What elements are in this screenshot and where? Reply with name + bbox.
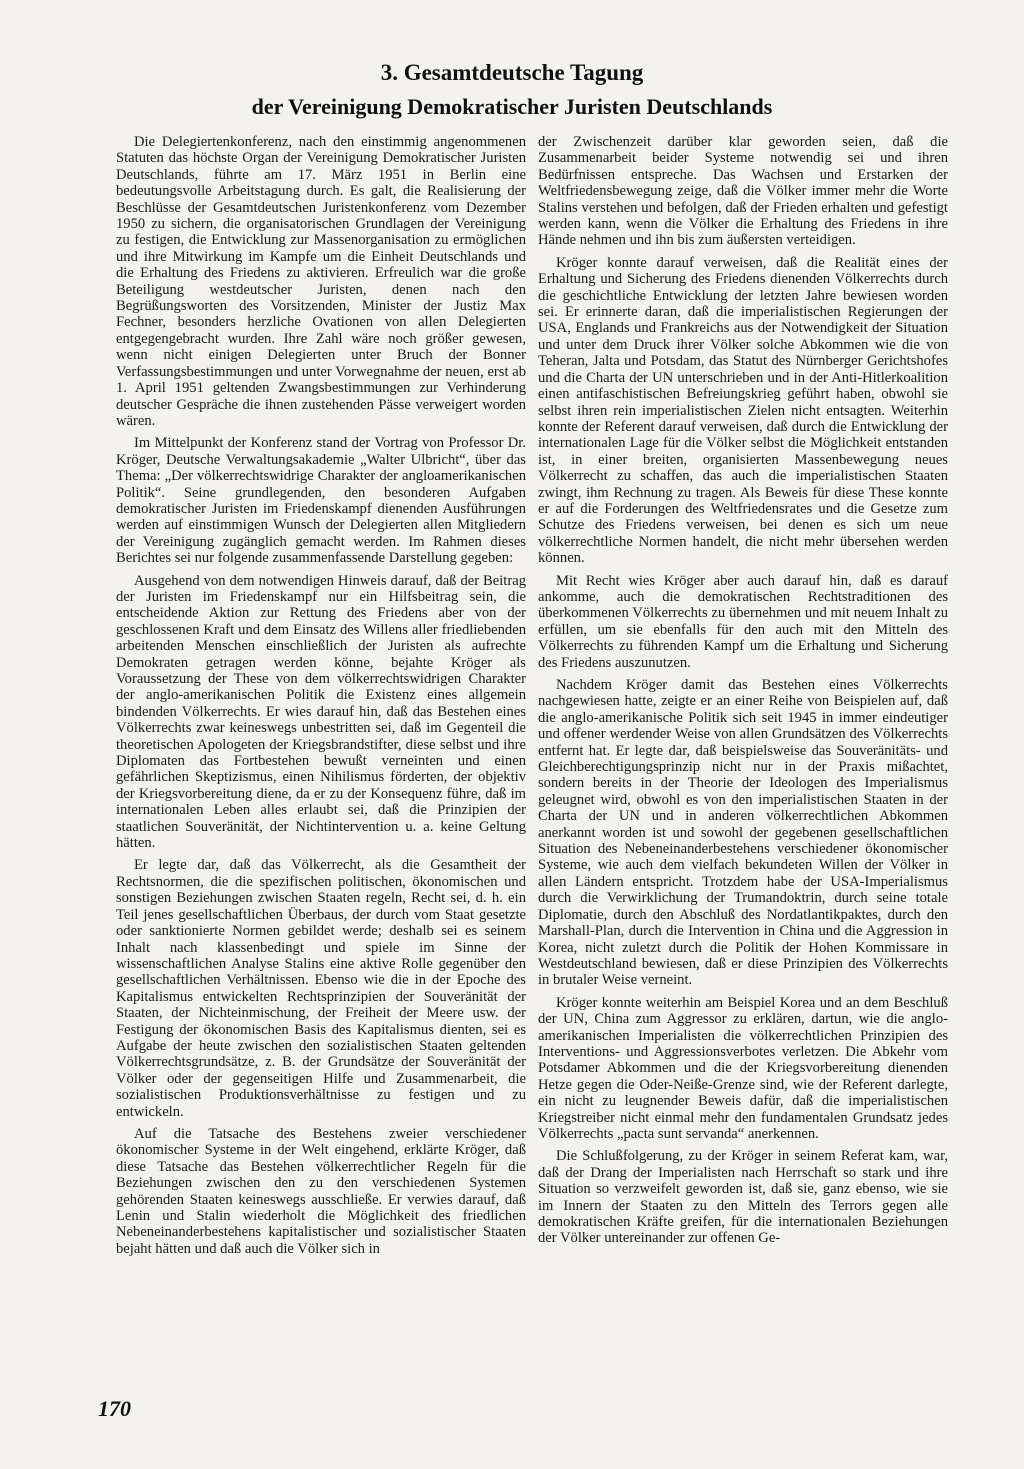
paragraph: Er legte dar, daß das Völkerrecht, als die Gesamtheit der Rechtsnormen, die die spezifischen politischen, ökonomischen und sonstigen Beziehungen zwischen Staaten regeln, Recht sei, d. h. ein Teil jenes gesellschaftlichen Überbaus, der durch vom Staat gesetzte oder sanktionierte Normen gebildet werde; deshalb sei es seinem Inhalt nach klassenbedingt und spiele im Sinne der wissenschaftlichen Analyse Stalins eine aktive Rolle gegenüber den gesellschaftlichen Verhältnissen. Ebenso wie die in der Epoche des Kapitalismus entwickelten Rechtsprinzipien der Souveränität der Staaten, der Nichteinmischung, der Freiheit der Meere usw. der Festigung der ökonomischen Basis des Kapitalismus dienten, sei es Aufgabe der heute zwischen den sozialistischen Staaten geltenden Völkerrechtsgrundsätze, z. B. der Grundsätze der Souveränität der Völker oder der gegenseitigen Hilfe und Zusammenarbeit, die sozialistischen Produktionsverhältnisse zu festigen und zu entwickeln. [116,857,526,1120]
title-line-1: 3. Gesamtdeutsche Tagung [380,60,644,85]
paragraph: Auf die Tatsache des Bestehens zweier verschiedener ökonomischer Systeme in der Welt eingehend, erklärte Kröger, daß diese Tatsache das Bestehen völkerrechtlicher Regeln für die Beziehungen zwischen den zu den verschiedenen Systemen gehörenden Staaten keineswegs ausschließe. Er verwies darauf, daß Lenin und Stalin wiederholt die Möglichkeit des friedlichen Nebeneinanderbestehens kapitalistischer und sozialistischer Staaten bejaht hätten und daß auch die Völker sich in [116,1125,526,1257]
left-column [116,134,526,1263]
paragraph: Ausgehend von dem notwendigen Hinweis darauf, daß der Beitrag der Juristen im Friedenskampf nur ein Hilfsbeitrag sein, die entscheidende Aktion zur Rettung des Friedens aber von der geschlossenen Kraft und dem Einsatz des Willens aller friedliebenden arbeitenden Menschen einschließlich der Juristen als aufrechte Demokraten getragen werden könne, bejahte Kröger als Voraussetzung der These von dem völkerrechtswidrigen Charakter der anglo-amerikanischen Politik die Existenz eines allgemein bindenden Völkerrechts. Er wies darauf hin, daß das Bestehen eines Völkerrechts zwar keineswegs unbestritten sei, daß im Gegenteil die theoretischen Apologeten der Kriegsbrandstifter, diese selbst und ihre Diplomaten das Fortbestehen bewußt verneinten und einen gefährlichen Skeptizismus, einen Nihilismus förderten, der objektiv der Kriegsvorbereitung diene, da er zu der Konsequenz führe, daß im internationalen Leben alles erlaubt sei, daß die Prinzipien der staatlichen Souveränität, der Nichtintervention u. a. keine Geltung hätten. [116,572,526,852]
paragraph: Die Delegiertenkonferenz, nach den einstimmig angenommenen Statuten das höchste Organ der Vereinigung Demokratischer Juristen Deutschlands, führte am 17. März 1951 in Berlin eine bedeutungsvolle Arbeitstagung durch. Es galt, die Realisierung der Beschlüsse der Gesamtdeutschen Juristenkonferenz vom Dezember 1950 zu sichern, die organisatorischen Grundlagen der Vereinigung zu festigen, die Entwicklung zur Massenorganisation zu ermöglichen und ihre Mitwirkung im Kampfe um die Einheit Deutschlands und die Erhaltung des Friedens zu aktivieren. Erfreulich war die große Beteiligung westdeutscher Juristen, denen nach den Begrüßungsworten des Vorsitzenden, Minister der Justiz Max Fechner, besonders herzliche Ovationen von allen Delegierten entgegengebracht wurden. Ihre Zahl wäre noch größer gewesen, wenn nicht einigen Delegierten unter Bruch der Bonner Verfassungsbestimmungen und unter Vorwegnahme der neuen, erst ab 1. April 1951 geltenden Zwangsbestimmungen zur Verhinderung deutscher Gespräche die ihnen zustehenden Pässe verweigert worden wären. [116,134,526,429]
page-number: 170 [98,1396,131,1421]
paragraph: Nachdem Kröger damit das Bestehen eines Völkerrechts nachgewiesen hatte, zeigte er an einer Reihe von Beispielen auf, daß die anglo-amerikanische Politik sich seit 1945 in immer eindeutiger und offener werdender Weise von allen Grundsätzen des Völkerrechts entfernt hat. Er legte dar, daß beispielsweise das Souveränitäts- und Gleichberechtigungsprinzip nicht nur in der Praxis mißachtet, sondern bereits in der Theorie der Ideologen des Imperialismus geleugnet wird, obwohl es von den imperialistischen Staaten in der Charta der UN und in anderen völkerrechtlichen Abkommen anerkannt worden ist und sowohl der gegebenen gesellschaftlichen Situation des Nebeneinanderbestehens verschiedener ökonomischer Systeme, wie auch dem vielfach bekundeten Willen der Völker in allen Ländern entspricht. Trotzdem habe der USA-Imperialismus durch die Verwirklichung der Trumandoktrin, durch seine totale Diplomatie, durch den Abschluß des Nordatlantikpaktes, durch den Marshall-Plan, durch die Intervention in China und die Aggression in Korea, nicht zuletzt durch die Politik der Hohen Kommissare in Westdeutschland bewiesen, daß er diese Prinzipien des Völkerrechts in brutaler Weise verneint. [538,677,948,989]
title-line-2: der Vereinigung Demokratischer Juristen Deutschlands [251,94,773,119]
paragraph: Im Mittelpunkt der Konferenz stand der Vortrag von Professor Dr. Kröger, Deutsche Verwaltungsakademie „Walter Ulbricht“, über das Thema: „Der völkerrechtswidrige Charakter der angloamerikanischen Politik“. Seine grundlegenden, den besonderen Aufgaben demokratischer Juristen im Friedenskampf dienenden Ausführungen werden auf einstimmigen Wunsch der Delegierten allen Mitgliedern der Vereinigung zugänglich gemacht werden. Im Rahmen dieses Berichtes sei nur folgende zusammenfassende Darstellung gegeben: [116,435,526,567]
paragraph: Die Schlußfolgerung, zu der Kröger in seinem Referat kam, war, daß der Drang der Imperialisten nach Herrschaft so stark und ihre Situation so verzweifelt geworden ist, daß sie, ganz ebenso, wie sie im Innern der Staaten zu den Mitteln des Terrors gegen alle demokratischen Kräfte greifen, für die internationalen Beziehungen der Völker untereinander zur offenen Ge- [538,1148,948,1247]
right-column [538,134,948,1253]
article-title [0,56,1024,124]
paragraph: der Zwischenzeit darüber klar geworden seien, daß die Zusammenarbeit beider Systeme notwendig sei und ihren Bedürfnissen entspreche. Das Wachsen und Erstarken der Weltfriedensbewegung zeige, daß die Völker immer mehr die Worte Stalins verstehen und befolgen, daß der Frieden erhalten und gefestigt werden kann, wenn die Völker die Erhaltung des Friedens in ihre Hände nehmen und ihn bis zum äußersten verteidigen. [538,134,948,249]
paragraph: Mit Recht wies Kröger aber auch darauf hin, daß es darauf ankomme, auch die demokratischen Rechtstraditionen des überkommenen Völkerrechts zu übernehmen und mit neuem Inhalt zu erfüllen, um sie ebenfalls für den auch mit den Mitteln des Völkerrechts zu führenden Kampf um die Erhaltung und Sicherung des Friedens auszunutzen. [538,572,948,671]
paragraph: Kröger konnte darauf verweisen, daß die Realität eines der Erhaltung und Sicherung des Friedens dienenden Völkerrechts durch die geschichtliche Entwicklung der letzten Jahre bewiesen worden sei. Er erinnerte daran, daß die imperialistischen Regierungen der USA, Englands und Frankreichs aus der Notwendigkeit der Situation und unter dem Druck ihrer Völker solche Abkommen wie die von Teheran, Jalta und Potsdam, das Statut des Nürnberger Gerichtshofes und die Charta der UN unterschrieben und in der Anti-Hitlerkoalition einen antifaschistischen Befreiungskrieg geführt haben, obwohl sie selbst ihren rein imperialistischen Zielen nicht entsagten. Weiterhin konnte der Referent darauf verweisen, daß durch die Entwicklung der internationalen Lage für die Völker selbst die Möglichkeit entstanden ist, in einer breiten, organisierten Massenbewegung neues Völkerrecht zu schaffen, das auch die imperialistischen Staaten zwingt, ihm Rechnung zu tragen. Als Beweis für diese These konnte er auf die Forderungen des Weltfriedensrates und die Gesetze zum Schutze des Friedens verweisen, bei denen es sich um neue völkerrechtliche Normen handelt, die nicht mehr übersehen werden können. [538,254,948,567]
paragraph: Kröger konnte weiterhin am Beispiel Korea und an dem Beschluß der UN, China zum Aggressor zu erklären, dartun, wie die anglo-amerikanischen Imperialisten die völkerrechtlichen Prinzipien des Interventions- und Aggressionsverbotes verletzen. Die Abkehr vom Potsdamer Abkommen und die der Kriegsvorbereitung dienenden Hetze gegen die Oder-Neiße-Grenze sind, wie der Referent darlegte, ein nicht zu leugnender Beweis dafür, daß die imperialistischen Kriegstreiber nicht einmal mehr den fundamentalen Grundsatz jedes Völkerrechts „pacta sunt servanda“ anerkennen. [538,994,948,1142]
